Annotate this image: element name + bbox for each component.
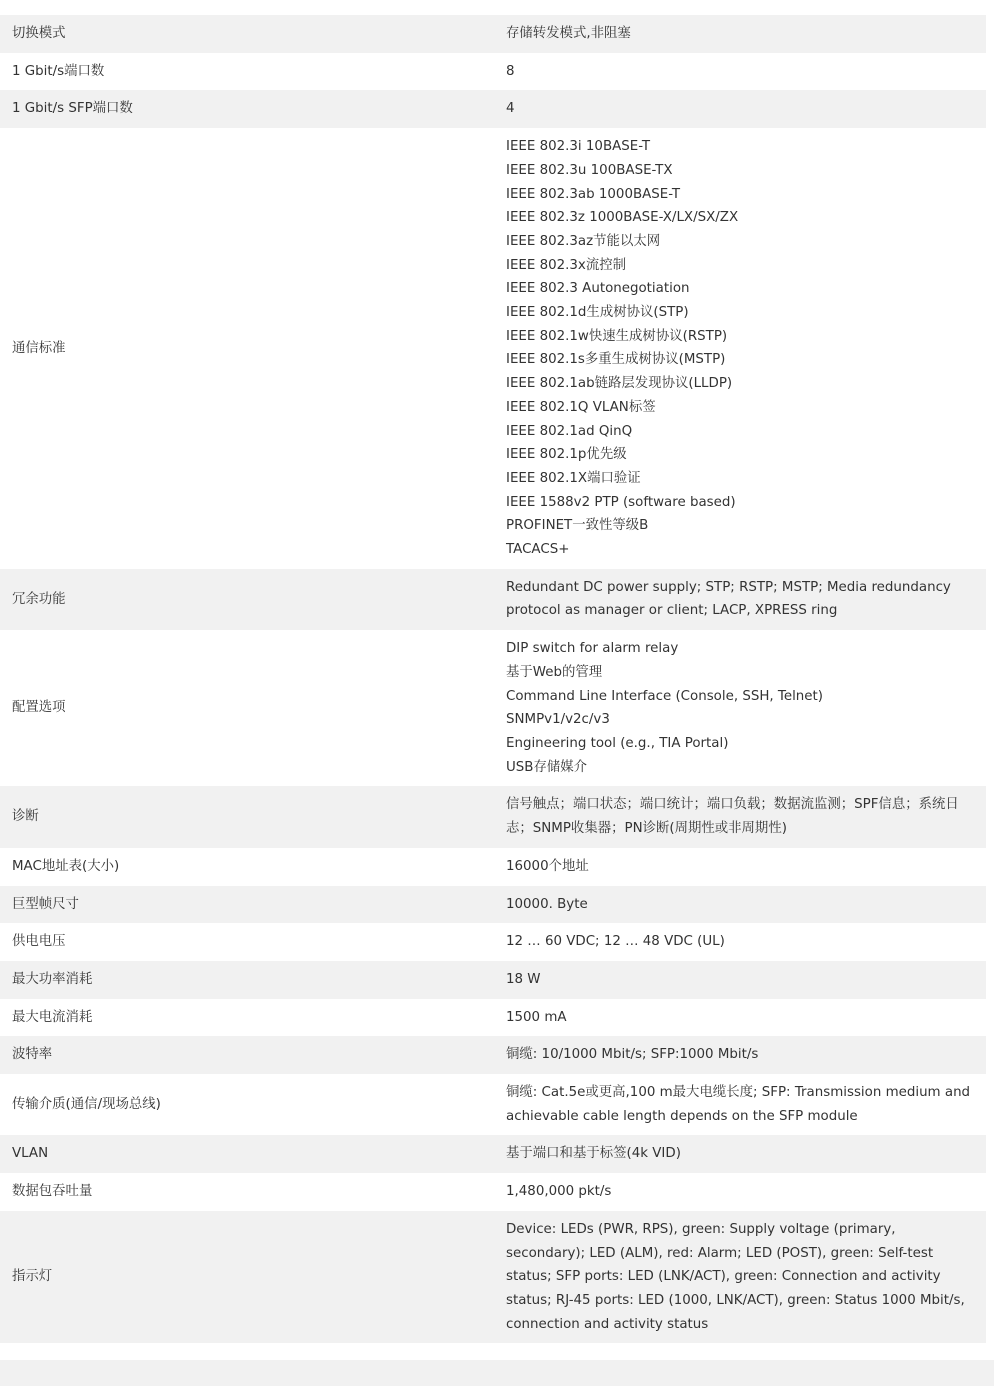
spec-value-text: 基于端口和基于标签(4k VID) bbox=[506, 1146, 681, 1162]
spec-row bbox=[0, 786, 986, 847]
spec-value-text: 信号触点；端口状态；端口统计；端口负载；数据流监测；SPF信息；系统日志；SNMP收集器；PN诊断(周期性或非周期性) bbox=[506, 797, 959, 837]
spec-value-line: IEEE 802.3z 1000BASE-X/LX/SX/ZX bbox=[506, 210, 739, 226]
spec-value bbox=[494, 15, 986, 53]
spec-row bbox=[0, 1135, 986, 1173]
spec-label: 冗余功能 bbox=[12, 591, 66, 607]
spec-value-line: DIP switch for alarm relay bbox=[506, 641, 679, 657]
spec-value-line: IEEE 1588v2 PTP (software based) bbox=[506, 494, 736, 510]
spec-value bbox=[494, 786, 986, 847]
spec-row bbox=[0, 961, 986, 999]
spec-value-line: IEEE 802.1s多重生成树协议(MSTP) bbox=[506, 352, 726, 368]
spec-label: 配置选项 bbox=[12, 700, 66, 716]
spec-value-line: IEEE 802.1X端口验证 bbox=[506, 470, 641, 486]
spec-value-line: 基于Web的管理 bbox=[506, 664, 603, 680]
spec-value-line: Engineering tool (e.g., TIA Portal) bbox=[506, 735, 729, 751]
spec-value-text: 8 bbox=[506, 63, 515, 79]
spec-label: 1 Gbit/s SFP端口数 bbox=[12, 101, 133, 117]
spec-label: 指示灯 bbox=[12, 1269, 53, 1285]
spec-value-line: IEEE 802.3u 100BASE-TX bbox=[506, 162, 673, 178]
spec-row bbox=[0, 630, 986, 786]
spec-value-line: IEEE 802.1ab链路层发现协议(LLDP) bbox=[506, 376, 733, 392]
spec-label: 切换模式 bbox=[12, 26, 66, 41]
spec-value-line: IEEE 802.1p优先级 bbox=[506, 447, 627, 463]
spec-value-line: IEEE 802.1d生成树协议(STP) bbox=[506, 305, 689, 321]
spec-value-text: Device: LEDs (PWR, RPS), green: Supply voltage (primary, secondary); LED (ALM), red: Alarm; LED (POST), green: Self-test status; SFP ports: LED (LNK/ACT), green: Connection and activity status; RJ-45 ports: LED (1000, LNK/ACT), green: Status 1000 Mbit/s, connection and activity status bbox=[506, 1221, 965, 1332]
spec-value-line: Command Line Interface (Console, SSH, Telnet) bbox=[506, 688, 823, 704]
spec-value-text: 铜缆: 10/1000 Mbit/s; SFP:1000 Mbit/s bbox=[506, 1047, 759, 1063]
spec-value-line: IEEE 802.1Q VLAN标签 bbox=[506, 399, 656, 415]
spec-value-line: IEEE 802.1w快速生成树协议(RSTP) bbox=[506, 328, 728, 344]
spec-row bbox=[0, 53, 986, 91]
spec-value-text: 18 W bbox=[506, 971, 541, 987]
spec-value bbox=[494, 1135, 986, 1173]
spec-value-line: IEEE 802.3ab 1000BASE-T bbox=[506, 186, 681, 202]
spec-row bbox=[0, 1074, 986, 1135]
spec-value-text: 1,480,000 pkt/s bbox=[506, 1184, 612, 1200]
spec-value-text: 4 bbox=[506, 101, 515, 117]
spec-row bbox=[0, 15, 986, 53]
spec-value bbox=[494, 1211, 986, 1344]
spec-label: 传输介质(通信/现场总线) bbox=[12, 1096, 161, 1112]
spec-row bbox=[0, 569, 986, 630]
spec-row bbox=[0, 886, 986, 924]
spec-row bbox=[0, 128, 986, 569]
spec-value-line: IEEE 802.1ad QinQ bbox=[506, 423, 633, 439]
spec-value bbox=[494, 923, 986, 961]
spec-row bbox=[0, 999, 986, 1037]
spec-value bbox=[494, 1036, 986, 1074]
spec-label: 巨型帧尺寸 bbox=[12, 896, 79, 912]
spec-value bbox=[494, 999, 986, 1037]
spec-value-text: 12 … 60 VDC; 12 … 48 VDC (UL) bbox=[506, 934, 725, 950]
spec-label: 数据包吞吐量 bbox=[12, 1184, 93, 1200]
spec-label: VLAN bbox=[12, 1146, 49, 1162]
spec-value-text: 10000. Byte bbox=[506, 896, 588, 912]
spec-value bbox=[494, 90, 986, 128]
spec-value bbox=[494, 630, 986, 786]
spec-table bbox=[0, 15, 986, 1343]
spec-value bbox=[494, 848, 986, 886]
spec-value bbox=[494, 569, 986, 630]
spec-value bbox=[494, 961, 986, 999]
spec-value-text: 16000个地址 bbox=[506, 858, 589, 874]
spec-value-line: IEEE 802.3 Autonegotiation bbox=[506, 281, 690, 297]
spec-value bbox=[494, 1173, 986, 1211]
spec-value-text: 1500 mA bbox=[506, 1009, 567, 1025]
spec-value-text: 存储转发模式,非阻塞 bbox=[506, 26, 631, 41]
spec-value bbox=[494, 128, 986, 569]
spec-value-text: Redundant DC power supply; STP; RSTP; MSTP; Media redundancy protocol as manager or client; LACP, XPRESS ring bbox=[506, 579, 951, 619]
spec-row bbox=[0, 1036, 986, 1074]
spec-row bbox=[0, 848, 986, 886]
spec-value-line: IEEE 802.3x流控制 bbox=[506, 257, 627, 273]
spec-label: MAC地址表(大小) bbox=[12, 858, 120, 874]
spec-value-text: 铜缆: Cat.5e或更高,100 m最大电缆长度; SFP: Transmission medium and achievable cable length depends on the SFP module bbox=[506, 1085, 971, 1124]
spec-value-line: IEEE 802.3i 10BASE-T bbox=[506, 139, 651, 155]
spec-label: 诊断 bbox=[12, 809, 39, 825]
spec-value-line: SNMPv1/v2c/v3 bbox=[506, 712, 610, 728]
spec-value-line: IEEE 802.3az节能以太网 bbox=[506, 233, 661, 249]
spec-value-line: USB存储媒介 bbox=[506, 759, 588, 775]
spec-row bbox=[0, 1173, 986, 1211]
spec-row bbox=[0, 923, 986, 961]
next-row-edge bbox=[0, 1360, 994, 1386]
spec-row bbox=[0, 1211, 986, 1344]
spec-label: 通信标准 bbox=[12, 340, 66, 356]
spec-value-line: PROFINET一致性等级B bbox=[506, 518, 649, 534]
spec-value bbox=[494, 53, 986, 91]
spec-value bbox=[494, 886, 986, 924]
spec-row bbox=[0, 90, 986, 128]
spec-value bbox=[494, 1074, 986, 1135]
spec-label: 波特率 bbox=[12, 1047, 53, 1063]
spec-label: 最大功率消耗 bbox=[12, 971, 93, 987]
spec-label: 最大电流消耗 bbox=[12, 1009, 93, 1025]
spec-label: 供电电压 bbox=[12, 934, 66, 950]
spec-label: 1 Gbit/s端口数 bbox=[12, 63, 105, 79]
spec-value-line: TACACS+ bbox=[506, 542, 570, 558]
